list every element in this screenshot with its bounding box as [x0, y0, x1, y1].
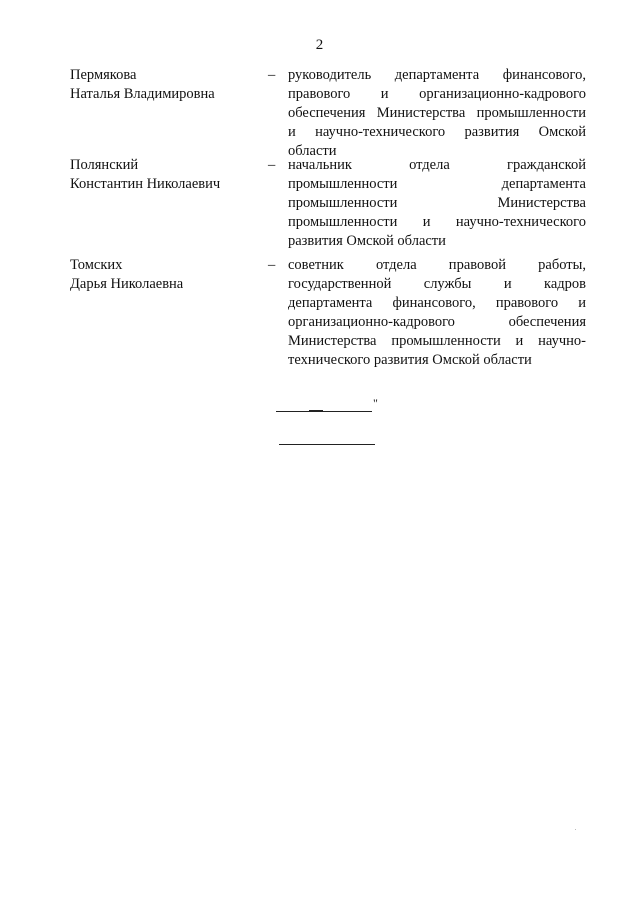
member-position: [288, 156, 586, 251]
member-surname: Полянский: [70, 157, 139, 173]
closing-line-accent: [309, 410, 323, 411]
page-number: 2: [315, 37, 324, 53]
position-line: развития Омской области: [288, 233, 446, 249]
position-line: и научно-технического развития Омской: [288, 124, 586, 140]
position-line: технического развития Омской области: [288, 352, 532, 368]
member-name: [70, 256, 270, 294]
position-line: обеспечения Министерства промышленности: [288, 105, 586, 121]
member-name: [70, 156, 270, 194]
position-line: организационно-кадрового обеспечения: [288, 314, 586, 330]
member-given-names: Константин Николаевич: [70, 176, 221, 192]
position-line: государственной службы и кадров: [288, 276, 586, 292]
member-position: [288, 256, 586, 370]
member-surname: Томских: [70, 257, 123, 273]
position-line: начальник отдела гражданской: [288, 157, 586, 173]
separator-dash: –: [268, 157, 276, 173]
position-line: области: [288, 143, 337, 159]
member-given-names: Дарья Николаевна: [70, 276, 184, 292]
closing-line: [279, 444, 375, 445]
separator-dash: –: [268, 67, 276, 83]
closing-quote-mark: ": [373, 396, 378, 410]
position-line: руководитель департамента финансового,: [288, 67, 586, 83]
position-line: промышленности и научно-технического: [288, 214, 586, 230]
member-name: [70, 66, 270, 104]
member-given-names: Наталья Владимировна: [70, 86, 215, 102]
member-surname: Пермякова: [70, 67, 137, 83]
position-line: промышленности департамента: [288, 176, 586, 192]
member-position: [288, 66, 586, 161]
position-line: промышленности Министерства: [288, 195, 586, 211]
scan-speck: [575, 829, 576, 830]
position-line: Министерства промышленности и научно-: [288, 333, 586, 349]
separator-dash: –: [268, 257, 276, 273]
closing-line: [276, 411, 372, 412]
position-line: правового и организационно-кадрового: [288, 86, 586, 102]
position-line: департамента финансового, правового и: [288, 295, 586, 311]
position-line: советник отдела правовой работы,: [288, 257, 586, 273]
